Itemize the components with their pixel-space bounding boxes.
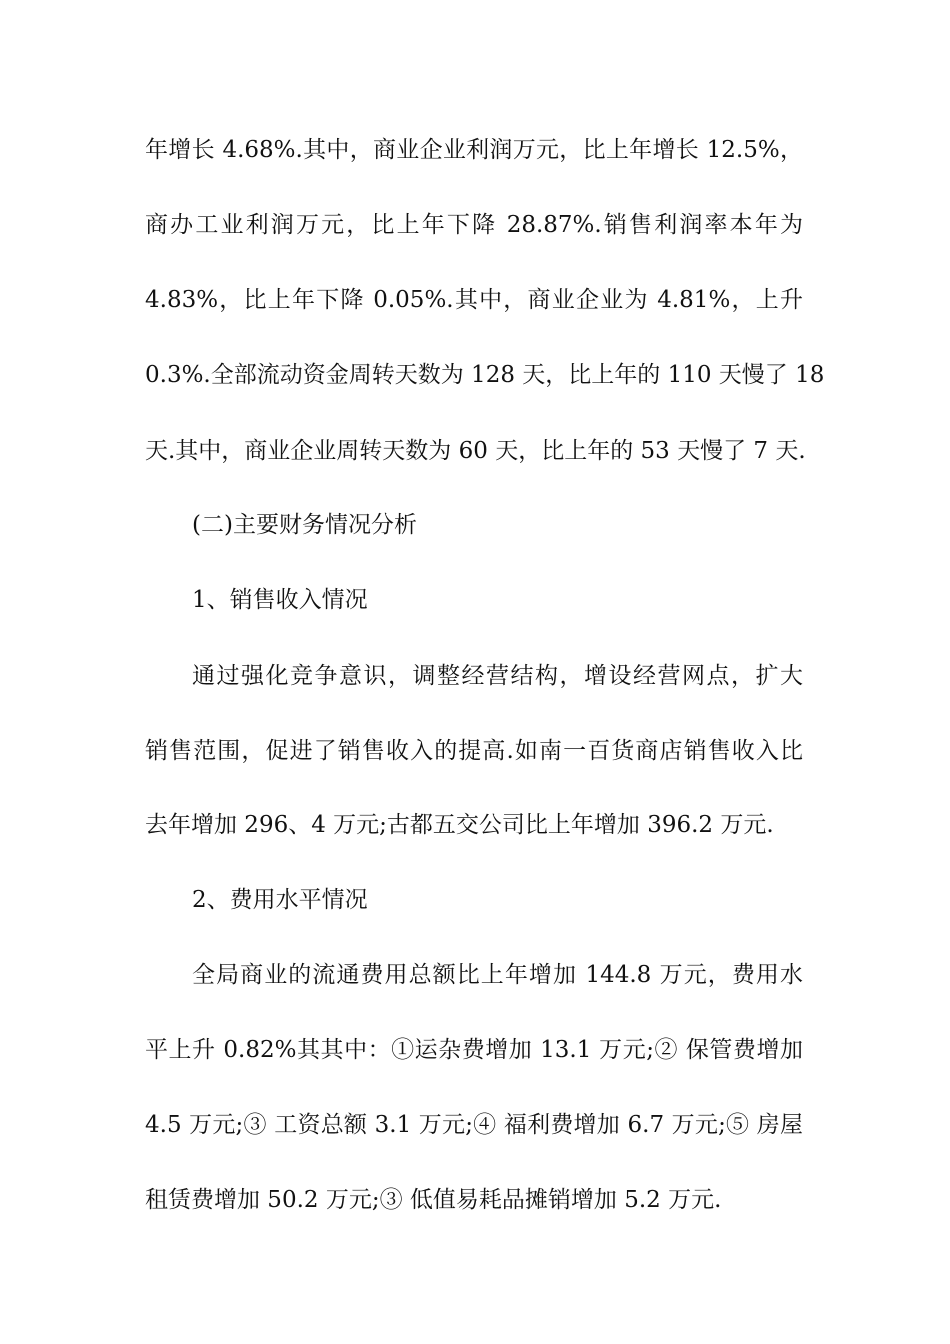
paragraph-line-8: 去年增加 296、4 万元;古都五交公司比上年增加 396.2 万元. xyxy=(145,812,774,838)
paragraph-line-10: 平上升 0.82%其其中：①运杂费增加 13.1 万元;② 保管费增加 xyxy=(145,1037,803,1063)
paragraph-line-6: 通过强化竞争意识，调整经营结构，增设经营网点，扩大 xyxy=(192,663,803,689)
subsection-heading-1: 1、销售收入情况 xyxy=(192,587,368,613)
paragraph-line-11: 4.5 万元;③ 工资总额 3.1 万元;④ 福利费增加 6.7 万元;⑤ 房屋 xyxy=(145,1112,803,1138)
paragraph-line-7: 销售范围，促进了销售收入的提高.如南一百货商店销售收入比 xyxy=(145,738,803,764)
paragraph-line-12: 租赁费增加 50.2 万元;③ 低值易耗品摊销增加 5.2 万元. xyxy=(145,1187,722,1213)
section-heading: (二)主要财务情况分析 xyxy=(192,512,417,538)
paragraph-line-5: 天.其中，商业企业周转天数为 60 天，比上年的 53 天慢了 7 天. xyxy=(145,438,806,464)
paragraph-line-2: 商办工业利润万元，比上年下降 28.87%.销售利润率本年为 xyxy=(145,212,803,238)
subsection-heading-2: 2、费用水平情况 xyxy=(192,887,368,913)
paragraph-line-9: 全局商业的流通费用总额比上年增加 144.8 万元，费用水 xyxy=(192,962,803,988)
paragraph-line-4: 0.3%.全部流动资金周转天数为 128 天，比上年的 110 天慢了 18 xyxy=(145,362,825,388)
paragraph-line-3: 4.83%，比上年下降 0.05%.其中，商业企业为 4.81%，上升 xyxy=(145,287,803,313)
paragraph-line-1: 年增长 4.68%.其中，商业企业利润万元，比上年增长 12.5%， xyxy=(145,137,803,163)
